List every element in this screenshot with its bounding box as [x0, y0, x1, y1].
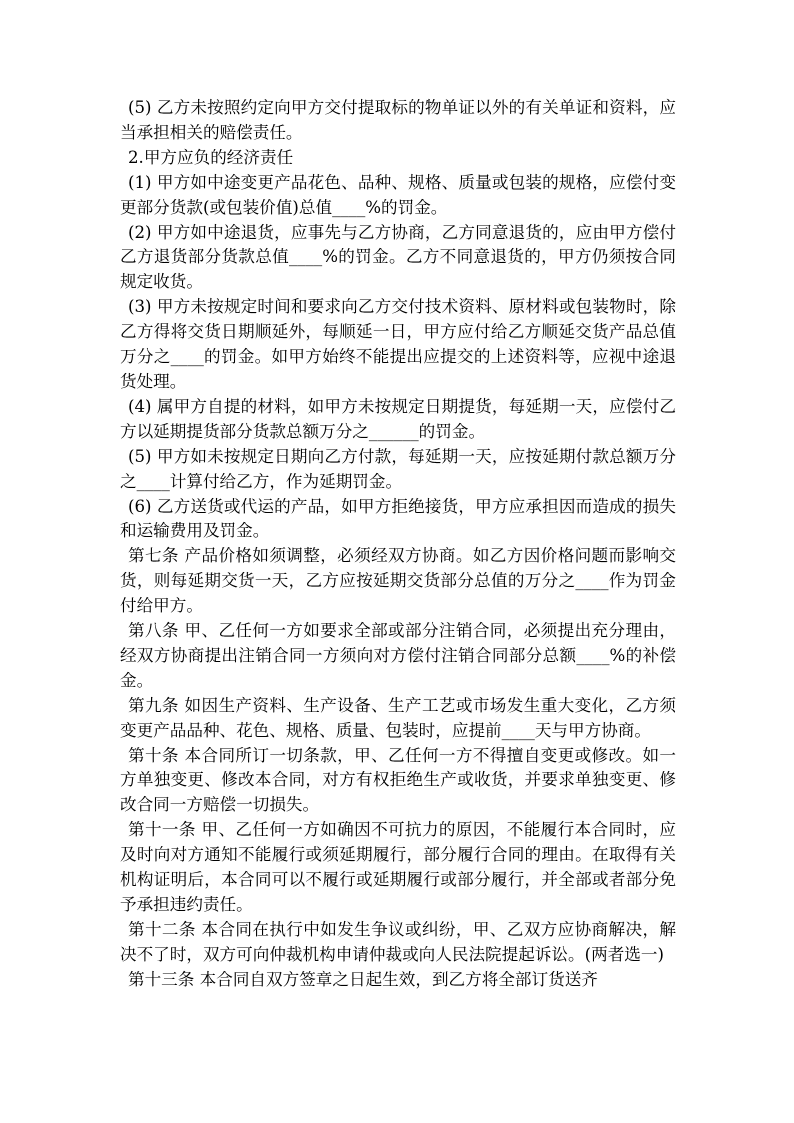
clause-1-buyer-change-spec: (1) 甲方如中途变更产品花色、品种、规格、质量或包装的规格，应偿付变更部分货款(或包装价值)总值____%的罚金。 — [120, 172, 676, 217]
clause-2-buyer-return: (2) 甲方如中途退货，应事先与乙方协商，乙方同意退货的，应由甲方偿付乙方退货部分货款总值____%的罚金。乙方不同意退货的，甲方仍须按合同规定收货。 — [120, 222, 676, 292]
section-heading-buyer-liability: 2.甲方应负的经济责任 — [128, 147, 294, 167]
document-page — [120, 96, 676, 993]
article-7: 第七条 产品价格如须调整，必须经双方协商。如乙方因价格问题而影响交货，则每延期交货一天，乙方应按延期交货部分总值的万分之____作为罚金付给甲方。 — [120, 546, 676, 616]
clause-3-buyer-materials: (3) 甲方未按规定时间和要求向乙方交付技术资料、原材料或包装物时，除乙方得将交货日期顺延外，每顺延一日，甲方应付给乙方顺延交货产品总值万分之____的罚金。如甲方始终不能提出应提交的上述资料等，应视中途退货处理。 — [120, 297, 676, 391]
clause-5-buyer-payment: (5) 甲方如未按规定日期向乙方付款，每延期一天，应按延期付款总额万分之____计算付给乙方，作为延期罚金。 — [120, 446, 676, 491]
article-11: 第十一条 甲、乙任何一方如确因不可抗力的原因，不能履行本合同时，应及时向对方通知不能履行或须延期履行，部分履行合同的理由。在取得有关机构证明后，本合同可以不履行或延期履行或部分履行，并全部或者部分免予承担违约责任。 — [120, 820, 676, 914]
clause-5-seller-documents: (5) 乙方未按照约定向甲方交付提取标的物单证以外的有关单证和资料，应当承担相关的赔偿责任。 — [120, 98, 676, 142]
clause-6-buyer-refuse: (6) 乙方送货或代运的产品，如甲方拒绝接货，甲方应承担因而造成的损失和运输费用及罚金。 — [120, 496, 676, 541]
article-8: 第八条 甲、乙任何一方如要求全部或部分注销合同，必须提出充分理由，经双方协商提出注销合同一方须向对方偿付注销合同部分总额____%的补偿金。 — [120, 621, 676, 690]
article-12: 第十二条 本合同在执行中如发生争议或纠纷，甲、乙双方应协商解决，解决不了时，双方可向仲裁机构申请仲裁或向人民法院提起诉讼。(两者选一) — [120, 919, 676, 964]
clause-4-buyer-pickup: (4) 属甲方自提的材料，如甲方未按规定日期提货，每延期一天，应偿付乙方以延期提货部分货款总额万分之______的罚金。 — [120, 396, 676, 441]
article-13: 第十三条 本合同自双方签章之日起生效，到乙方将全部订货送齐 — [128, 969, 598, 989]
article-10: 第十条 本合同所订一切条款，甲、乙任何一方不得擅自变更或修改。如一方单独变更、修改本合同，对方有权拒绝生产或收货，并要求单独变更、修改合同一方赔偿一切损失。 — [120, 745, 676, 815]
article-9: 第九条 如因生产资料、生产设备、生产工艺或市场发生重大变化，乙方须变更产品品种、花色、规格、质量、包装时，应提前____天与甲方协商。 — [120, 695, 676, 740]
